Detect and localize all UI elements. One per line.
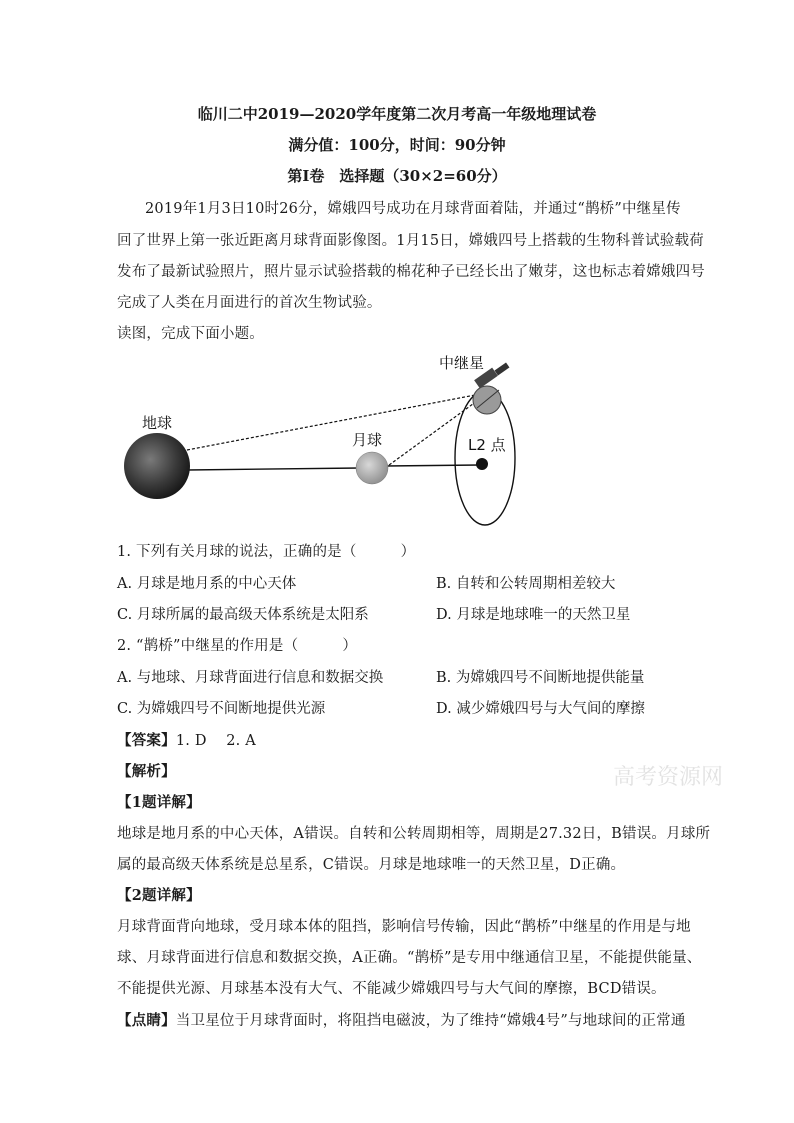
score-time-line: 满分值：100分，时间：90分钟 (288, 136, 506, 154)
tip-tag: 【点睛】 (117, 1012, 176, 1029)
moon-globe (356, 452, 388, 484)
tip-line (117, 1009, 686, 1030)
passage-line: 发布了最新试验照片，照片显示试验搭载的棉花种子已经长出了嫩芽，这也标志着嫦娥四号 (117, 264, 705, 280)
instruction-line: 读图，完成下面小题。 (117, 326, 264, 342)
tip-text: 当卫星位于月球背面时，将阻挡电磁波，为了维持“嫦娥4号”与地球间的正常通 (175, 1013, 686, 1029)
q1-option-c: C. 月球所属的最高级天体系统是太阳系 (117, 607, 369, 623)
analysis-tag: 【解析】 (117, 763, 176, 780)
exam-title: 临川二中2019—2020学年度第二次月考高一年级地理试卷 (197, 105, 597, 123)
q1-detail-tag: 【1题详解】 (117, 794, 201, 811)
q2-option-b: B. 为嫦娥四号不间断地提供能量 (436, 670, 645, 686)
passage-line: 2019年1月3日10时26分，嫦娥四号成功在月球背面着陆，并通过“鹊桥”中继星传 (145, 201, 681, 217)
watermark: 高考资源网 (613, 765, 724, 790)
q2-option-d: D. 减少嫦娥四号与大气间的摩擦 (436, 701, 645, 717)
q1-option-a: A. 月球是地月系的中心天体 (117, 576, 297, 592)
q2-detail-line: 月球背面背向地球，受月球本体的阻挡，影响信号传输，因此“鹊桥”中继星的作用是与地 (117, 919, 691, 935)
q2-detail-tag: 【2题详解】 (117, 887, 201, 904)
question-2-stem: 2. “鹊桥”中继星的作用是（ ） (117, 638, 358, 654)
passage-line: 完成了人类在月面进行的首次生物试验。 (117, 295, 382, 311)
answer-tag: 【答案】 (117, 732, 176, 749)
q1-option-d: D. 月球是地球唯一的天然卫星 (436, 607, 631, 623)
earth-moon-relay-diagram (115, 348, 535, 528)
moon-l2-line (385, 465, 480, 466)
q2-option-a: A. 与地球、月球背面进行信息和数据交换 (117, 670, 384, 686)
earth-relay-dashed-line (187, 395, 475, 450)
q1-detail-line: 地球是地月系的中心天体，A错误。自转和公转周期相等，周期是27.32日，B错误。月球所 (117, 826, 711, 842)
q1-option-b: B. 自转和公转周期相差较大 (436, 576, 616, 592)
relay-label: 中继星 (439, 354, 485, 372)
section-title: 第Ⅰ卷 选择题（30×2=60分） (287, 167, 507, 185)
l2-label: L2 点 (468, 436, 506, 454)
answer-text: 1. D 2. A (175, 733, 256, 749)
q2-detail-line: 球、月球背面进行信息和数据交换，A正确。“鹊桥”是专用中继通信卫星，不能提供能量、 (117, 950, 702, 966)
q2-option-c: C. 为嫦娥四号不间断地提供光源 (117, 701, 326, 717)
q2-detail-line: 不能提供光源、月球基本没有大气、不能减少嫦娥四号与大气间的摩擦，BCD错误。 (117, 981, 666, 997)
question-1-stem: 1. 下列有关月球的说法，正确的是（ ） (117, 544, 416, 560)
moon-label: 月球 (352, 431, 383, 449)
q1-detail-line: 属的最高级天体系统是总星系，C错误。月球是地球唯一的天然卫星，D正确。 (117, 857, 626, 873)
earth-moon-line (187, 468, 360, 470)
earth-globe (124, 433, 190, 499)
answer-line (117, 729, 256, 750)
l2-point (476, 458, 488, 470)
earth-label: 地球 (142, 414, 173, 432)
passage-line: 回了世界上第一张近距离月球背面影像图。1月15日，嫦娥四号上搭载的生物科普试验载荷 (117, 233, 704, 249)
